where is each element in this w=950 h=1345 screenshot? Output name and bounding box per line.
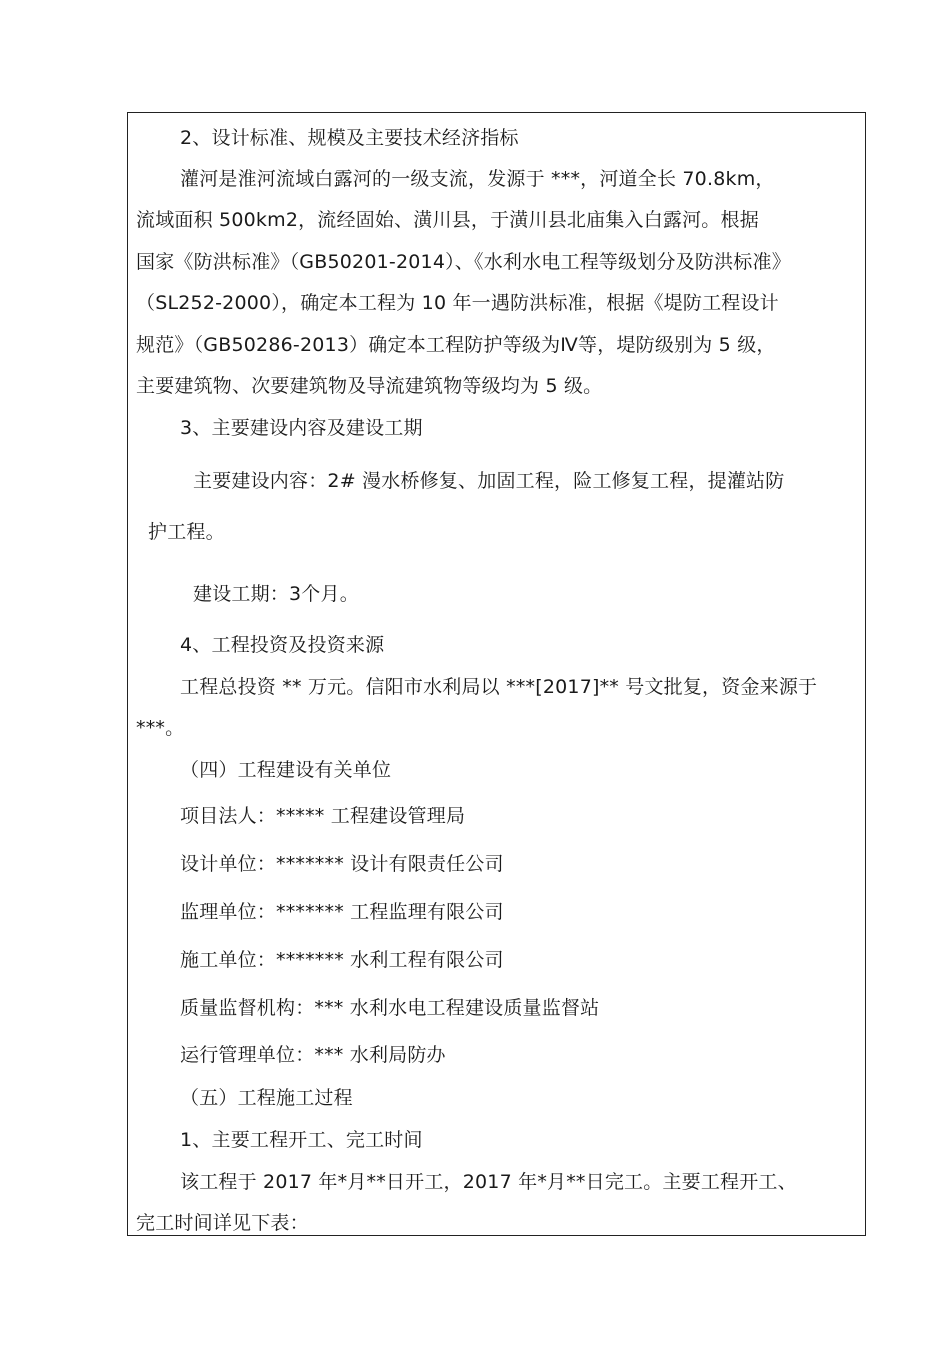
construction-period: 建设工期：3个月。 xyxy=(193,583,359,605)
heading-investment: 4、工程投资及投资来源 xyxy=(180,634,385,656)
unit-design: 设计单位：******* 设计有限责任公司 xyxy=(180,853,504,875)
page-frame xyxy=(127,112,866,1236)
paragraph-line: 国家《防洪标准》（GB50201-2014）、《水利水电工程等级划分及防洪标准》 xyxy=(136,251,791,273)
unit-project-owner: 项目法人：***** 工程建设管理局 xyxy=(180,805,466,827)
heading-design-standard: 2、设计标准、规模及主要技术经济指标 xyxy=(180,127,519,149)
unit-supervision: 监理单位：******* 工程监理有限公司 xyxy=(180,901,504,923)
paragraph-line: 工程总投资 ** 万元。信阳市水利局以 ***[2017]** 号文批复，资金来源于 xyxy=(180,676,818,698)
paragraph-line: 流域面积 500km2，流经固始、潢川县，于潢川县北庙集入白露河。根据 xyxy=(136,209,759,231)
paragraph-line: 主要建设内容：2# 漫水桥修复、加固工程，险工修复工程，提灌站防 xyxy=(193,470,785,492)
paragraph-line: 完工时间详见下表： xyxy=(136,1212,309,1234)
paragraph-line: 规范》（GB50286-2013）确定本工程防护等级为Ⅳ等，堤防级别为 5 级， xyxy=(136,334,776,356)
paragraph-line: 护工程。 xyxy=(148,521,225,543)
paragraph-line: （SL252-2000），确定本工程为 10 年一遇防洪标准，根据《堤防工程设计 xyxy=(136,292,779,314)
paragraph-line: 主要建筑物、次要建筑物及导流建筑物等级均为 5 级。 xyxy=(136,375,603,397)
paragraph-line: ***。 xyxy=(136,717,185,739)
paragraph-line: 该工程于 2017 年*月**日开工，2017 年*月**日完工。主要工程开工、 xyxy=(180,1171,797,1193)
heading-construction-process: （五）工程施工过程 xyxy=(180,1087,353,1109)
heading-related-units: （四）工程建设有关单位 xyxy=(180,759,392,781)
unit-operation-management: 运行管理单位：*** 水利局防办 xyxy=(180,1044,446,1066)
paragraph-line: 灌河是淮河流域白露河的一级支流，发源于 ***，河道全长 70.8km， xyxy=(180,168,775,190)
heading-construction-content: 3、主要建设内容及建设工期 xyxy=(180,417,423,439)
heading-start-finish-time: 1、主要工程开工、完工时间 xyxy=(180,1129,423,1151)
unit-construction: 施工单位：******* 水利工程有限公司 xyxy=(180,949,504,971)
unit-quality-supervision: 质量监督机构：*** 水利水电工程建设质量监督站 xyxy=(180,997,600,1019)
